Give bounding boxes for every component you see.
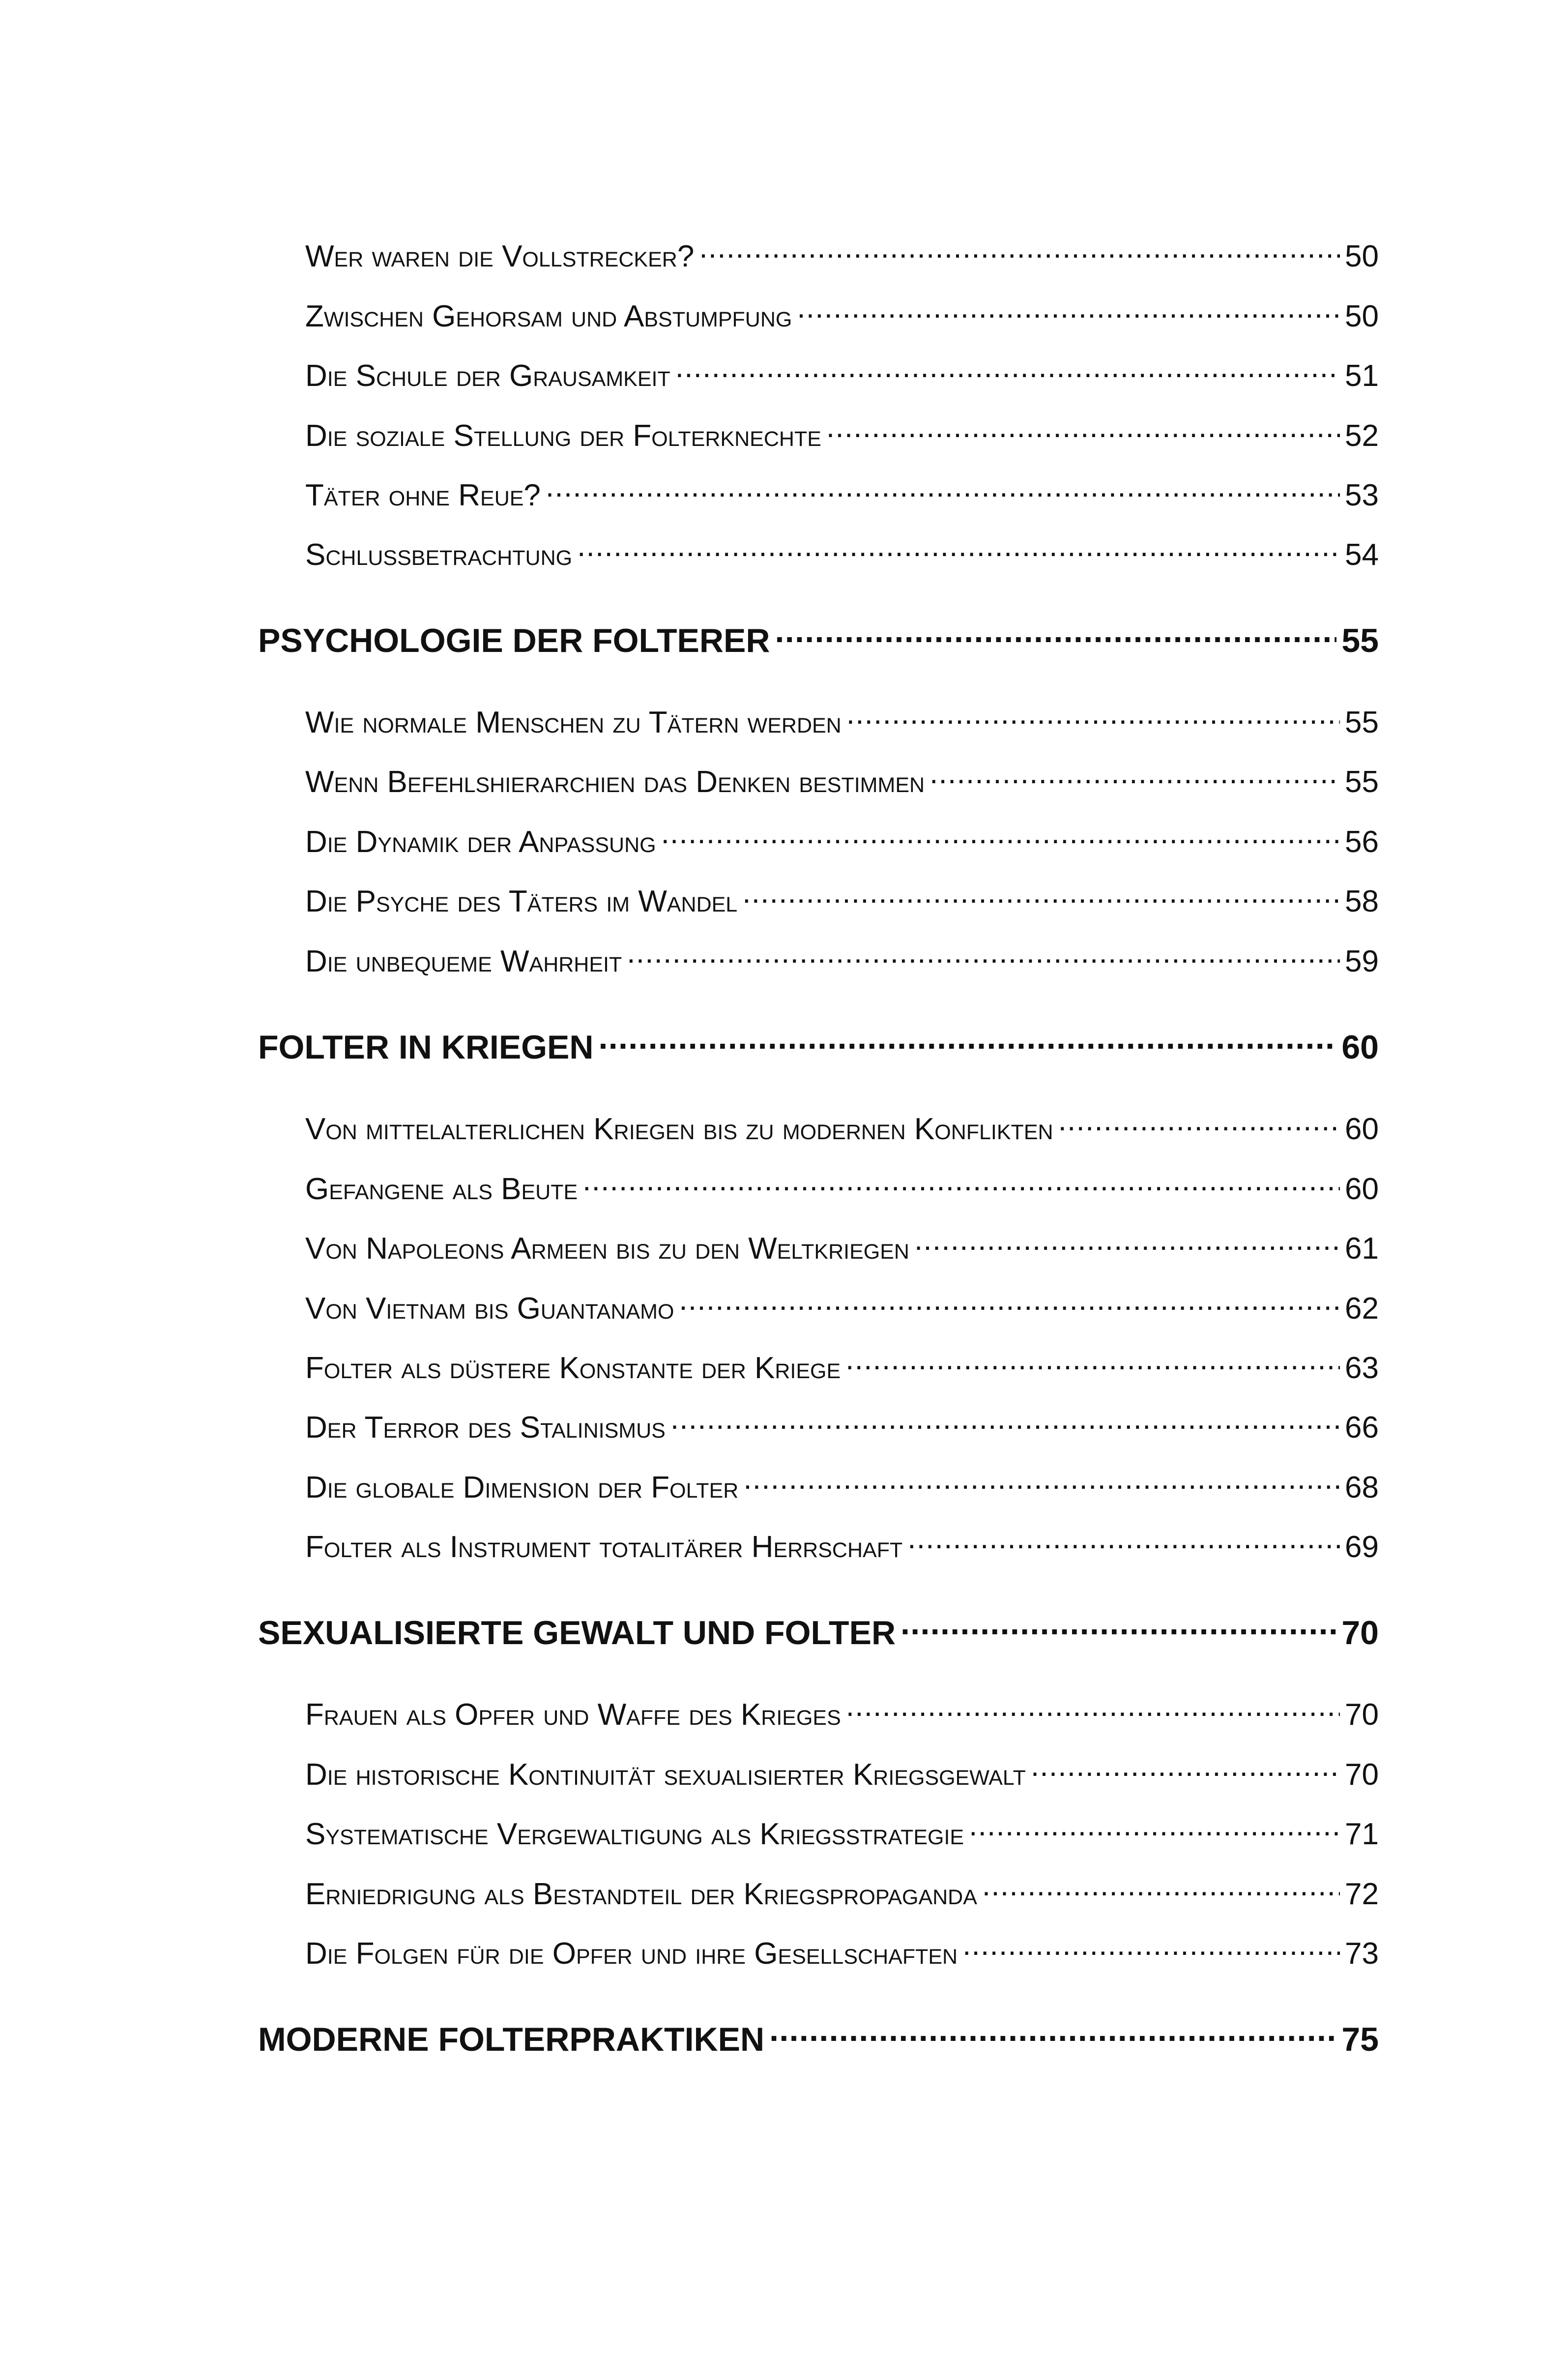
- dot-leader: [929, 756, 1340, 792]
- toc-entry-page: 72: [1345, 1877, 1379, 1912]
- toc-entry-title: Die Psyche des Täters im Wandel: [305, 885, 738, 919]
- toc-entry[interactable]: [305, 1808, 1379, 1852]
- toc-entry[interactable]: [305, 1748, 1379, 1793]
- dot-leader: [1058, 1103, 1340, 1139]
- dot-leader: [679, 1282, 1340, 1319]
- toc-entry[interactable]: [305, 875, 1379, 919]
- toc-entry-page: 50: [1345, 239, 1379, 274]
- dot-leader: [845, 1342, 1340, 1378]
- toc-entry-title: Wenn Befehlshierarchien das Denken bestimmen: [305, 765, 925, 799]
- toc-entry[interactable]: [305, 1927, 1379, 1972]
- dot-leader: [962, 1927, 1340, 1964]
- dot-leader: [826, 410, 1340, 446]
- dot-leader: [797, 290, 1340, 326]
- toc-entry[interactable]: [305, 1461, 1379, 1505]
- dot-leader: [969, 1808, 1340, 1844]
- dot-leader: [775, 612, 1336, 652]
- toc-entry-page: 60: [1345, 1172, 1379, 1207]
- toc-entry-title: Frauen als Opfer und Waffe des Krieges: [305, 1698, 841, 1732]
- dot-leader: [699, 230, 1340, 266]
- toc-entry[interactable]: [305, 1222, 1379, 1267]
- toc-entry[interactable]: [305, 350, 1379, 394]
- toc-entry-page: 68: [1345, 1471, 1379, 1505]
- toc-entry-page: 50: [1345, 299, 1379, 334]
- toc-chapter-title: PSYCHOLOGIE DER FOLTERER: [258, 621, 770, 659]
- toc-entry-page: 60: [1345, 1112, 1379, 1147]
- toc-entry-page: 69: [1345, 1530, 1379, 1564]
- toc-entry[interactable]: [305, 1342, 1379, 1386]
- toc-entry-title: Von Napoleons Armeen bis zu den Weltkriegen: [305, 1232, 909, 1266]
- toc-chapter-page: 55: [1341, 621, 1379, 659]
- toc-entry[interactable]: [305, 1282, 1379, 1327]
- toc-entry-page: 63: [1345, 1351, 1379, 1386]
- dot-leader: [982, 1868, 1340, 1904]
- dot-leader: [627, 935, 1340, 972]
- toc-entry-title: Schlussbetrachtung: [305, 538, 573, 572]
- toc-entry-title: Folter als düstere Konstante der Kriege: [305, 1351, 841, 1386]
- toc-entry-title: Die Schule der Grausamkeit: [305, 359, 670, 393]
- toc-entry-page: 55: [1345, 706, 1379, 740]
- toc-entry-page: 56: [1345, 825, 1379, 859]
- toc-entry-page: 61: [1345, 1232, 1379, 1266]
- toc-entry-page: 73: [1345, 1937, 1379, 1971]
- toc-entry-title: Gefangene als Beute: [305, 1172, 578, 1207]
- toc-entry-title: Von Vietnam bis Guantanamo: [305, 1292, 674, 1326]
- toc-entry[interactable]: [305, 1688, 1379, 1733]
- toc-entry-title: Die historische Kontinuität sexualisierter Kriegsgewalt: [305, 1758, 1026, 1792]
- toc-entry-page: 70: [1345, 1698, 1379, 1732]
- toc-entry-page: 70: [1345, 1758, 1379, 1792]
- toc-entry-title: Die soziale Stellung der Folterknechte: [305, 419, 821, 453]
- dot-leader: [599, 1018, 1337, 1059]
- toc-chapter-title: SEXUALISIERTE GEWALT UND FOLTER: [258, 1614, 896, 1652]
- toc-entry-title: Systematische Vergewaltigung als Kriegsstrategie: [305, 1817, 964, 1852]
- toc-entry-title: Wer waren die Vollstrecker?: [305, 239, 695, 274]
- toc-chapter-page: 75: [1341, 2020, 1379, 2058]
- toc-entry-title: Täter ohne Reue?: [305, 478, 541, 513]
- toc-chapter[interactable]: [258, 612, 1379, 661]
- toc-entry-title: Wie normale Menschen zu Tätern werden: [305, 706, 842, 740]
- dot-leader: [675, 350, 1340, 386]
- toc-entry[interactable]: [305, 230, 1379, 274]
- toc-entry-page: 66: [1345, 1411, 1379, 1445]
- toc-entry[interactable]: [305, 410, 1379, 454]
- dot-leader: [582, 1163, 1340, 1199]
- toc-entry-page: 53: [1345, 478, 1379, 513]
- toc-entry-title: Die unbequeme Wahrheit: [305, 944, 622, 979]
- toc-chapter-title: FOLTER IN KRIEGEN: [258, 1028, 594, 1066]
- dot-leader: [907, 1521, 1340, 1557]
- toc-entry-page: 58: [1345, 885, 1379, 919]
- toc-entry[interactable]: [305, 1521, 1379, 1565]
- dot-leader: [1031, 1748, 1340, 1785]
- toc-entry[interactable]: [305, 1868, 1379, 1912]
- toc-chapter[interactable]: [258, 1018, 1379, 1067]
- dot-leader: [846, 1688, 1340, 1725]
- toc-entry-page: 71: [1345, 1817, 1379, 1852]
- toc-entry-title: Die Folgen für die Opfer und ihre Gesellschaften: [305, 1937, 958, 1971]
- dot-leader: [743, 1461, 1340, 1498]
- toc-entry-title: Die globale Dimension der Folter: [305, 1471, 739, 1505]
- toc-entry[interactable]: [305, 1103, 1379, 1147]
- toc-entry[interactable]: [305, 469, 1379, 513]
- toc-entry-title: Der Terror des Stalinismus: [305, 1411, 666, 1445]
- toc-entry[interactable]: [305, 1163, 1379, 1207]
- toc-entry-title: Zwischen Gehorsam und Abstumpfung: [305, 299, 792, 334]
- toc-chapter-page: 70: [1341, 1614, 1379, 1652]
- toc-entry-title: Erniedrigung als Bestandteil der Kriegspropaganda: [305, 1877, 977, 1912]
- toc-chapter[interactable]: [258, 1604, 1379, 1653]
- toc-entry-page: 62: [1345, 1292, 1379, 1326]
- dot-leader: [900, 1604, 1336, 1644]
- toc-chapter-page: 60: [1341, 1028, 1379, 1066]
- toc-entry[interactable]: [305, 529, 1379, 573]
- dot-leader: [846, 696, 1340, 733]
- toc-entry-title: Von mittelalterlichen Kriegen bis zu modernen Konflikten: [305, 1112, 1053, 1147]
- dot-leader: [769, 2010, 1336, 2051]
- toc-entry-page: 54: [1345, 538, 1379, 572]
- dot-leader: [914, 1222, 1340, 1259]
- toc-entry-page: 55: [1345, 765, 1379, 799]
- toc-entry[interactable]: [305, 696, 1379, 740]
- toc-entry-page: 59: [1345, 944, 1379, 979]
- toc-entry[interactable]: [305, 816, 1379, 860]
- toc-entry-page: 52: [1345, 419, 1379, 453]
- dot-leader: [742, 875, 1340, 912]
- toc-entry[interactable]: [305, 935, 1379, 979]
- dot-leader: [670, 1401, 1340, 1438]
- toc-chapter[interactable]: [258, 2010, 1379, 2060]
- toc-entry-title: Folter als Instrument totalitärer Herrschaft: [305, 1530, 903, 1564]
- dot-leader: [546, 469, 1340, 505]
- toc-entry[interactable]: [305, 290, 1379, 334]
- toc-entry-page: 51: [1345, 359, 1379, 393]
- dot-leader: [661, 816, 1340, 852]
- toc-chapter-title: MODERNE FOLTERPRAKTIKEN: [258, 2020, 765, 2058]
- toc-entry[interactable]: [305, 1401, 1379, 1446]
- dot-leader: [577, 529, 1340, 565]
- toc-entry-title: Die Dynamik der Anpassung: [305, 825, 656, 859]
- toc-entry[interactable]: [305, 756, 1379, 800]
